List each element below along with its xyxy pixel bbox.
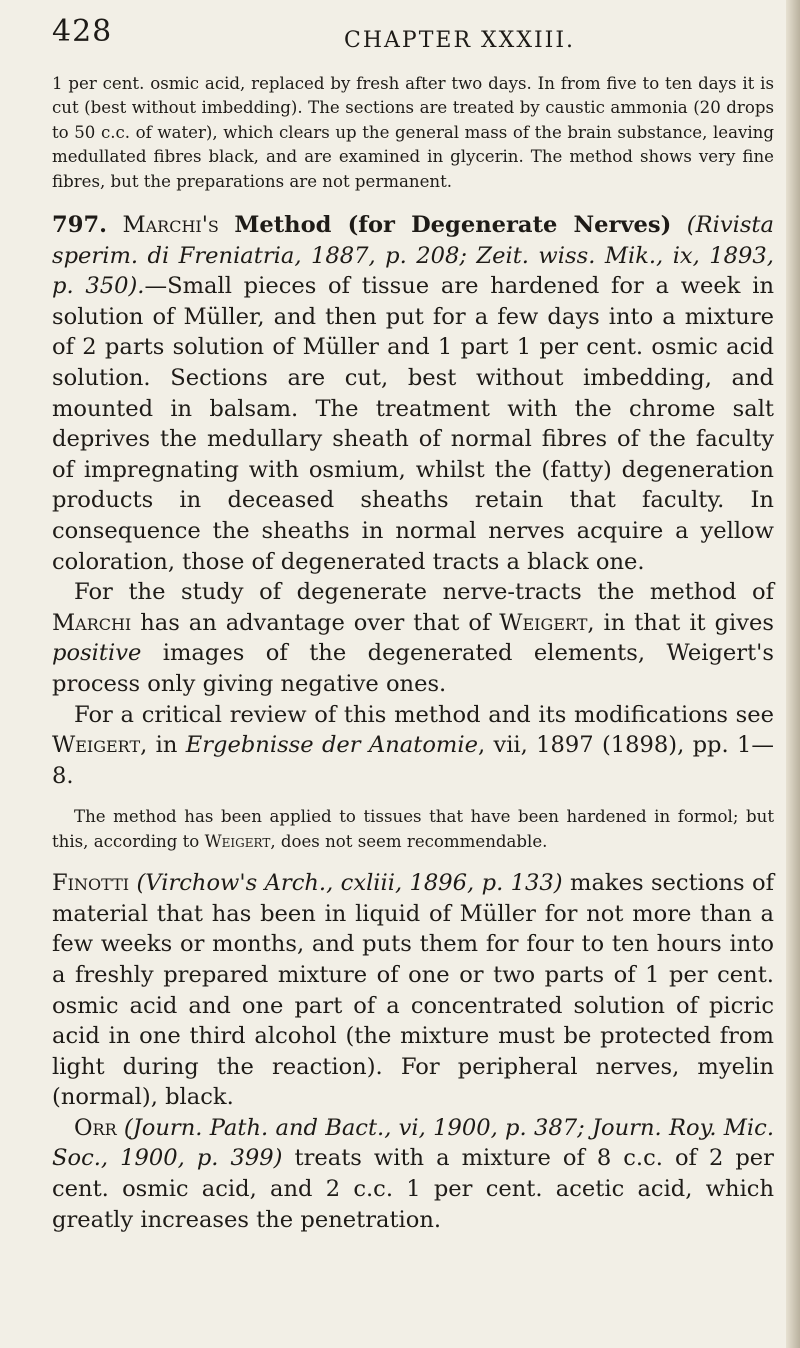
finotti-body: makes sections of material that has been in liquid of Müller for not more than a few weeks or months, and puts them for four to ten hours into a freshly prepared mixture of one or two parts of 1 per cent. osmic acid and one part of a concentrated solution of picric acid in one third alcohol (the mixture must be protected from light during the reaction). For peripheral nerves, myelin (normal), black.	[52, 870, 774, 1111]
author-finotti: Finotti	[52, 870, 130, 897]
finotti-paragraph	[52, 868, 774, 1113]
para2-lead: For the study of degenerate nerve-tracts the method of	[74, 579, 774, 606]
section-author: Marchi's	[122, 212, 219, 239]
formol-note	[52, 805, 774, 854]
para3-lead: For a critical review of this method and its modifications see	[74, 701, 774, 728]
section-title: Method (for Degenerate Nerves)	[234, 212, 672, 239]
author-weigert-review: Weigert	[52, 732, 141, 759]
section-body: —Small pieces of tissue are hardened for a week in solution of Müller, and then put for a few days into a mixture of 2 parts solution of Müller and 1 part 1 per cent. osmic acid solution. Sections are cut, best without imbedding, and mounted in balsam. The treatment with the chrome salt deprives the medullary sheath of normal fibres of the faculty of impregnating with osmium, whilst the (fatty) degeneration products in deceased sheaths retain that faculty. In consequence the sheaths in normal nerves acquire a yellow coloration, those of degenerated tracts a black one.	[52, 273, 774, 575]
page-header	[52, 14, 774, 72]
book-page	[52, 14, 774, 1235]
finotti-orr-block	[52, 868, 774, 1235]
review-paragraph	[52, 700, 774, 792]
finotti-citation: (Virchow's Arch., cxliii, 1896, p. 133)	[136, 870, 563, 897]
note-tail: , does not seem recommendable.	[270, 831, 548, 851]
intro-paragraph: 1 per cent. osmic acid, replaced by fresh after two days. In from five to ten days it is cut (best without imbedding). The sections are treated by caustic ammonia (20 drops to 50 c.c. of water), which clears up the general mass of the brain substance, leaving medullated fibres black, and are examined in glycerin. The method shows very fine fibres, but the preparations are not permanent.	[52, 74, 774, 191]
para2-tail: images of the degenerated elements, Weigert's process only giving negative ones.	[52, 640, 774, 697]
para2-mid2: , in that it gives	[587, 609, 774, 636]
running-title: CHAPTER XXXIII.	[344, 28, 576, 53]
author-orr: Orr	[74, 1114, 117, 1141]
note-lead: The method has been applied to tissues that have been hardened in formol; but this, according to	[52, 807, 774, 851]
page-edge-shadow	[786, 0, 800, 1348]
review-title: Ergebnisse der Anatomie	[185, 732, 478, 759]
section-797-paragraph	[52, 210, 774, 577]
section-citation: (Rivista sperim. di Freniatria, 1887, p. 208; Zeit. wiss. Mik., ix, 1893, p. 350).	[52, 212, 774, 300]
page-number: 428	[52, 14, 113, 49]
emphasis-positive: positive	[52, 640, 142, 667]
para2-mid: has an advantage over that of	[140, 609, 491, 636]
section-797	[52, 210, 774, 791]
orr-body: treats with a mixture of 8 c.c. of 2 per cent. osmic acid, and 2 c.c. 1 per cent. acetic acid, which greatly increases the penetration.	[52, 1145, 774, 1233]
para3-mid: , in	[140, 732, 178, 759]
formol-note-paragraph	[52, 805, 774, 854]
author-marchi: Marchi	[52, 609, 132, 636]
orr-paragraph	[52, 1113, 774, 1235]
intro-block	[52, 72, 774, 194]
section-number: 797.	[52, 212, 108, 239]
para3-tail: , vii, 1897 (1898), pp. 1—8.	[52, 732, 774, 789]
author-weigert-note: Weigert	[204, 831, 271, 851]
author-weigert: Weigert	[499, 609, 588, 636]
marchi-weigert-paragraph	[52, 577, 774, 699]
orr-citation: (Journ. Path. and Bact., vi, 1900, p. 387; Journ. Roy. Mic. Soc., 1900, p. 399)	[52, 1114, 774, 1172]
